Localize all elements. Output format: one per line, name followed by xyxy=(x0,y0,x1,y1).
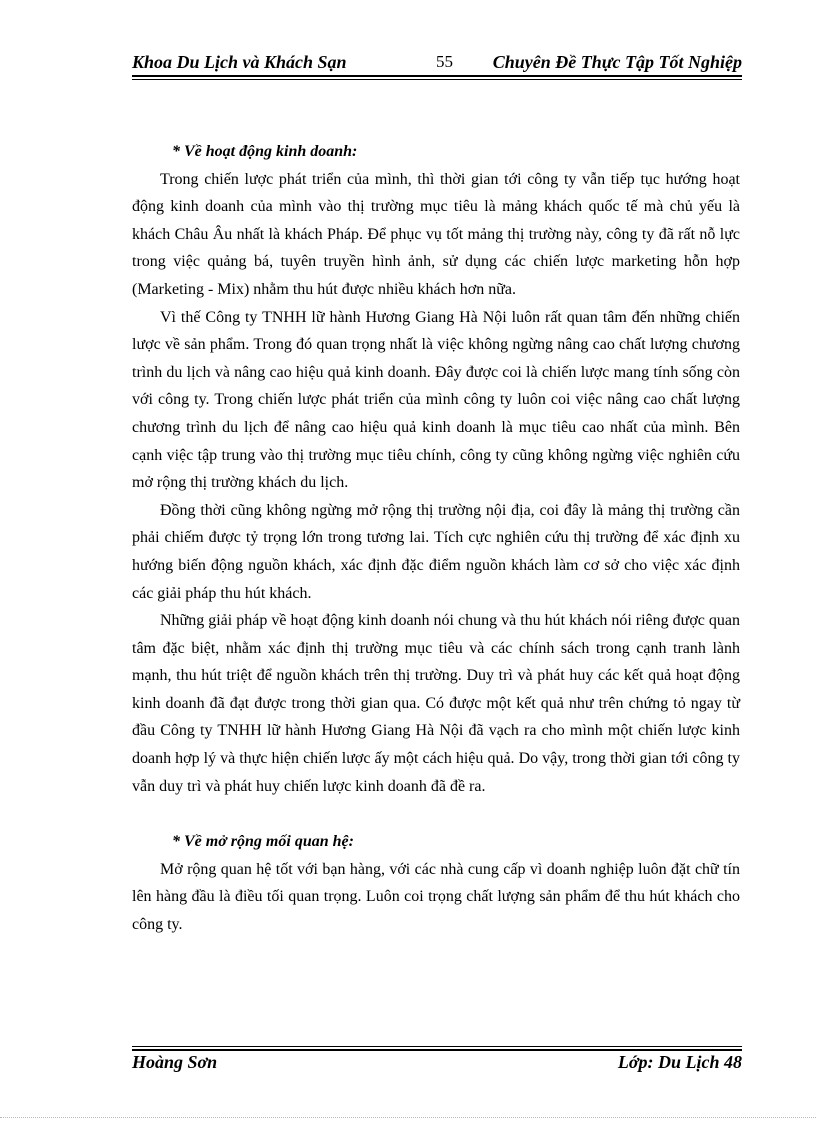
paragraph: Vì thế Công ty TNHH lữ hành Hương Giang Hà Nội luôn rất quan tâm đến những chiến lược về sản phẩm. Trong đó quan trọng nhất là việc không ngừng nâng cao chất lượng chương trình du lịch và nâng cao hiệu quả kinh doanh. Đây được coi là chiến lược mang tính sống còn với công ty. Trong chiến lược phát triển của mình công ty luôn coi việc nâng cao chất lượng chương trình du lịch để nâng cao hiệu quả kinh doanh là mục tiêu cao nhất của mình. Bên cạnh việc tập trung vào thị trường mục tiêu chính, công ty cũng không ngừng việc nghiên cứu mở rộng thị trường khách du lịch. xyxy=(132,308,740,492)
page-break-line xyxy=(0,1117,816,1118)
paragraph: Trong chiến lược phát triển của mình, thì thời gian tới công ty vẫn tiếp tục hướng hoạt động kinh doanh của mình vào thị trường mục tiêu là mảng khách quốc tế mà chủ yếu là khách Châu Âu nhất là khách Pháp. Để phục vụ tốt mảng thị trường này, công ty đã rất nỗ lực trong việc quảng bá, tuyên truyền hình ảnh, sử dụng các chiến lược marketing hỗn hợp (Marketing - Mix) nhằm thu hút được nhiều khách hơn nữa. xyxy=(132,170,740,298)
document-body xyxy=(132,138,740,939)
section-heading-business: * Về hoạt động kinh doanh: xyxy=(172,143,358,160)
header-rule-thin xyxy=(132,79,742,80)
paragraph: Những giải pháp về hoạt động kinh doanh nói chung và thu hút khách nói riêng được quan tâm đặc biệt, nhằm xác định thị trường mục tiêu và các chính sách trong cạnh tranh lành mạnh, thu hút triệt để nguồn khách trên thị trường. Duy trì và phát huy các kết quả hoạt động kinh doanh đã đạt được trong thời gian qua. Có được một kết quả như trên chứng tỏ ngay từ đầu Công ty TNHH lữ hành Hương Giang Hà Nội đã vạch ra cho mình một chiến lược kinh doanh hợp lý và thực hiện chiến lược ấy một cách hiệu quả. Do vậy, trong thời gian tới công ty vẫn duy trì và phát huy chiến lược kinh doanh đã đề ra. xyxy=(132,612,740,795)
header-document-type: Chuyên Đề Thực Tập Tốt Nghiệp xyxy=(492,52,742,72)
paragraph: Đồng thời cũng không ngừng mở rộng thị trường nội địa, coi đây là mảng thị trường cần phải chiếm được tỷ trọng lớn trong tương lai. Tích cực nghiên cứu thị trường để xác định xu hướng biến động nguồn khách, xác định đặc điểm nguồn khách làm cơ sở cho việc xác định các giải pháp thu hút khách. xyxy=(132,501,740,602)
header-rule xyxy=(132,75,742,77)
footer-rule-thin xyxy=(132,1046,742,1047)
page-header xyxy=(132,50,742,78)
footer-class: Lớp: Du Lịch 48 xyxy=(617,1052,742,1072)
section-gap xyxy=(132,800,740,828)
header-faculty: Khoa Du Lịch và Khách Sạn xyxy=(132,52,347,72)
page-number: 55 xyxy=(436,52,453,71)
footer-rule xyxy=(132,1049,742,1051)
section-heading-relations: * Về mở rộng mối quan hệ: xyxy=(172,833,354,851)
paragraph: Mở rộng quan hệ tốt với bạn hàng, với các nhà cung cấp vì doanh nghiệp luôn đặt chữ tín lên hàng đầu là điều tối quan trọng. Luôn coi trọng chất lượng sản phẩm để thu hút khách cho công ty. xyxy=(132,860,740,934)
footer-author: Hoàng Sơn xyxy=(132,1052,218,1072)
